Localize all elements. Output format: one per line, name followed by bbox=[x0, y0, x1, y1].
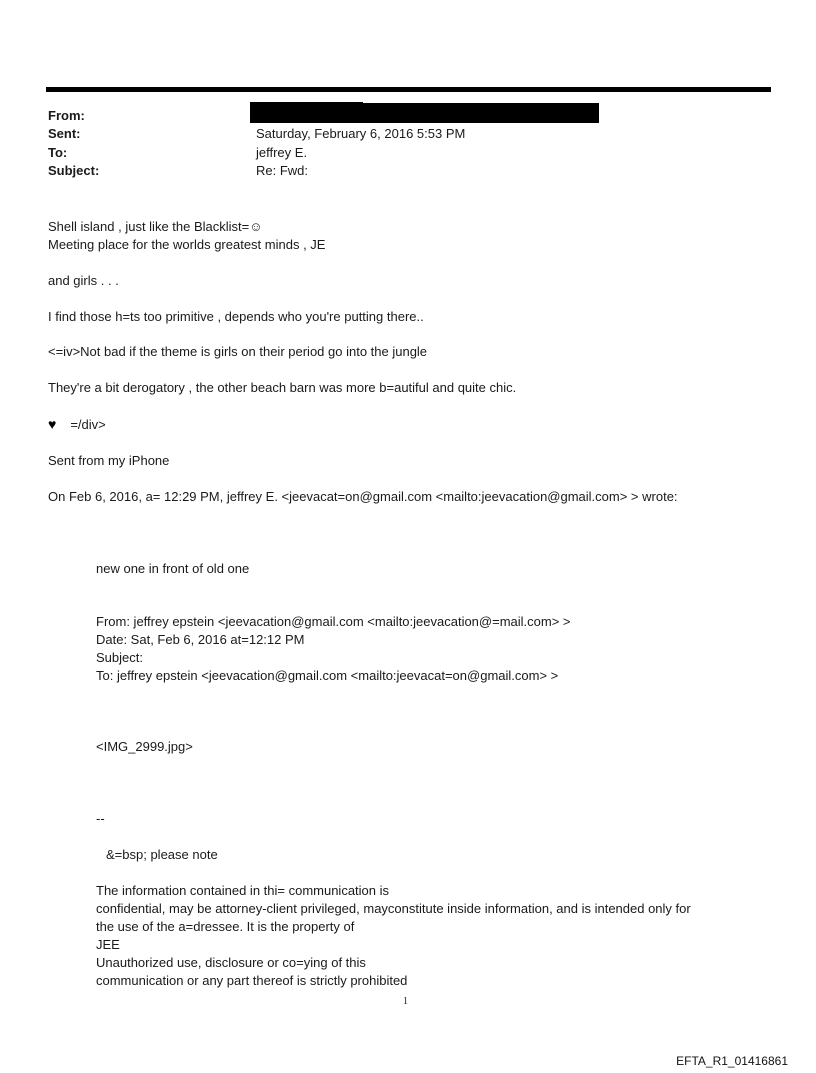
body-line-text: =/div> bbox=[70, 417, 106, 432]
quote-intro: On Feb 6, 2016, a= 12:29 PM, jeffrey E. <jeevacat=on@gmail.com <mailto:jeevacation@gmail.com> > wrote: bbox=[48, 489, 678, 504]
subject-label: Subject: bbox=[48, 163, 100, 178]
body-line: They're a bit derogatory , the other beach barn was more b=autiful and quite chic. bbox=[48, 380, 517, 395]
disclaimer-line: the use of the a=dressee. It is the property of bbox=[96, 919, 355, 934]
header-rule bbox=[46, 87, 771, 92]
fwd-date: Date: Sat, Feb 6, 2016 at=12:12 PM bbox=[96, 632, 305, 647]
fwd-to: To: jeffrey epstein <jeevacation@gmail.com <mailto:jeevacat=on@gmail.com> > bbox=[96, 668, 559, 683]
to-value: jeffrey E. bbox=[256, 145, 308, 160]
disclaimer-line: Unauthorized use, disclosure or co=ying of this bbox=[96, 955, 366, 970]
body-line: Shell island , just like the Blacklist=☺ bbox=[48, 219, 263, 234]
body-line: I find those h=ts too primitive , depends who you're putting there.. bbox=[48, 309, 424, 324]
sent-value: Saturday, February 6, 2016 5:53 PM bbox=[256, 126, 466, 141]
body-line: and girls . . . bbox=[48, 273, 119, 288]
disclaimer-line: JEE bbox=[96, 937, 120, 952]
disclaimer-line: confidential, may be attorney-client privileged, mayconstitute inside information, and is intended only for bbox=[96, 901, 691, 916]
redaction-bar bbox=[250, 103, 599, 123]
disclaimer-line: communication or any part thereof is strictly prohibited bbox=[96, 973, 408, 988]
signature: Sent from my iPhone bbox=[48, 453, 170, 468]
body-line: Meeting place for the worlds greatest minds , JE bbox=[48, 237, 326, 252]
disclaimer-line: The information contained in thi= communication is bbox=[96, 883, 390, 898]
from-label: From: bbox=[48, 108, 85, 123]
heart-icon: ♥ bbox=[48, 416, 57, 432]
quoted-text: new one in front of old one bbox=[96, 561, 250, 576]
subject-value: Re: Fwd: bbox=[256, 163, 309, 178]
attachment-placeholder: <IMG_2999.jpg> bbox=[96, 739, 193, 754]
page-number: 1 bbox=[403, 996, 408, 1007]
sent-label: Sent: bbox=[48, 126, 81, 141]
fwd-subject: Subject: bbox=[96, 650, 143, 665]
separator: -- bbox=[96, 811, 105, 826]
to-label: To: bbox=[48, 145, 68, 160]
fwd-from: From: jeffrey epstein <jeevacation@gmail.com <mailto:jeevacation@=mail.com> > bbox=[96, 614, 571, 629]
document-id: EFTA_R1_01416861 bbox=[676, 1054, 788, 1068]
body-line-heart bbox=[48, 416, 106, 432]
note-line: &=bsp; please note bbox=[106, 847, 218, 862]
body-line: <=iv>Not bad if the theme is girls on their period go into the jungle bbox=[48, 344, 428, 359]
